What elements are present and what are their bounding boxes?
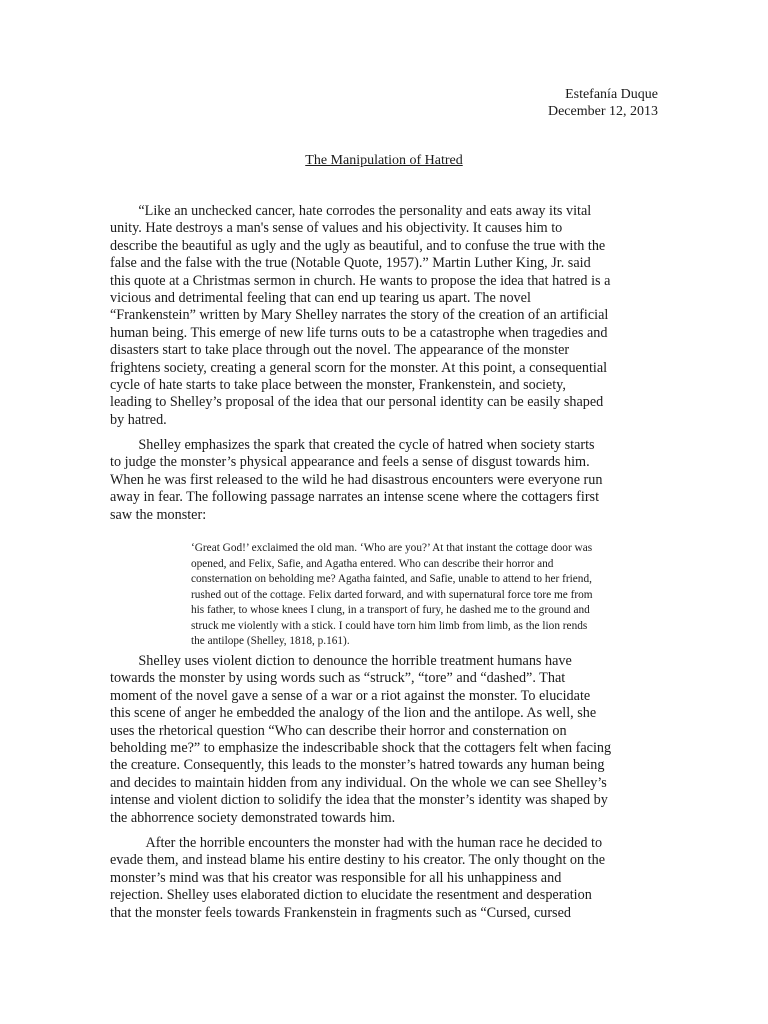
text-line: ‘Great God!’ exclaimed the old man. ‘Who are you?’ At that instant the cottage door was [191, 542, 593, 554]
text-line: cycle of hate starts to take place between the monster, Frankenstein, and society, [110, 377, 566, 394]
text-line: “Like an unchecked cancer, hate corrodes the personality and eats away its vital [110, 203, 592, 219]
text-line: vicious and detrimental feeling that can end up tearing us apart. The novel [110, 290, 531, 307]
text-line: this scene of anger he embedded the analogy of the lion and the antilope. As well, she [110, 705, 597, 722]
text-line: intense and violent diction to solidify the idea that the monster’s identity was shaped by [110, 792, 608, 809]
text-line: leading to Shelley’s proposal of the idea that our personal identity can be easily shaped [110, 394, 604, 411]
author-name: Estefanía Duque [565, 87, 658, 102]
text-line: Shelley emphasizes the spark that created the cycle of hatred when society starts [110, 437, 595, 453]
paragraph-spark [110, 437, 658, 524]
paragraph-blame [110, 835, 658, 922]
text-line: uses the rhetorical question “Who can describe their horror and consternation on [110, 722, 567, 739]
text-line: this quote at a Christmas sermon in church. He wants to propose the idea that hatred is a [110, 272, 611, 289]
text-line: saw the monster: [110, 506, 207, 523]
text-line: false and the false with the true (Notable Quote, 1957).” Martin Luther King, Jr. said [110, 255, 591, 272]
paragraph-intro [110, 203, 658, 429]
paragraph-diction [110, 653, 658, 827]
text-line: struck me violently with a stick. I could have torn him limb from limb, as the lion rends [191, 619, 588, 632]
text-line: by hatred. [110, 411, 167, 428]
text-line: frightens society, creating a general scorn for the monster. At this point, a consequential [110, 359, 608, 376]
text-line: that the monster feels towards Frankenstein in fragments such as “Cursed, cursed [110, 904, 571, 921]
text-line: monster’s mind was that his creator was responsible for all his unhappiness and [110, 869, 562, 886]
text-line: unity. Hate destroys a man's sense of values and his objectivity. It causes him to [110, 220, 563, 237]
text-line: “Frankenstein” written by Mary Shelley narrates the story of the creation of an artificial [110, 307, 609, 324]
text-line: and decides to maintain hidden from any individual. On the whole we can see Shelley’s [110, 774, 607, 791]
text-line: When he was first released to the wild he had disastrous encounters were everyone run [110, 471, 603, 488]
text-line: his father, to whose knees I clung, in a transport of fury, he dashed me to the ground and [191, 604, 590, 616]
text-line: describe the beautiful as ugly and the ugly as beautiful, and to confuse the true with the [110, 237, 606, 254]
block-quote [191, 541, 661, 650]
text-line: disasters start to take place through out the novel. The appearance of the monster [110, 342, 570, 359]
text-line: to judge the monster’s physical appearance and feels a sense of disgust towards him. [110, 454, 590, 471]
text-line: consternation on beholding me? Agatha fainted, and Safie, unable to attend to her friend, [191, 573, 592, 585]
text-line: beholding me?” to emphasize the indescribable shock that the cottagers felt when facing [110, 740, 612, 757]
text-line: rejection. Shelley uses elaborated diction to elucidate the resentment and desperation [110, 887, 592, 904]
text-line: human being. This emerge of new life turns outs to be a catastrophe when tragedies and [110, 324, 608, 341]
text-line: away in fear. The following passage narrates an intense scene where the cottagers first [110, 489, 600, 506]
text-line: towards the monster by using words such as “struck”, “tore” and “dashed”. That [110, 670, 566, 687]
text-line: After the horrible encounters the monster had with the human race he decided to [110, 835, 603, 851]
text-line: moment of the novel gave a sense of a war or a riot against the monster. To elucidate [110, 687, 591, 704]
text-line: the abhorrence society demonstrated towards him. [110, 809, 396, 826]
text-line: Shelley uses violent diction to denounce the horrible treatment humans have [110, 653, 572, 669]
text-line: opened, and Felix, Safie, and Agatha entered. Who can describe their horror and [191, 557, 554, 570]
text-line: the creature. Consequently, this leads to the monster’s hatred towards any human being [110, 757, 605, 774]
text-line: the antilope (Shelley, 1818, p.161). [191, 635, 350, 647]
essay-title: The Manipulation of Hatred [305, 153, 463, 168]
text-line: evade them, and instead blame his entire destiny to his creator. The only thought on the [110, 852, 605, 869]
text-line: rushed out of the cottage. Felix darted forward, and with supernatural force tore me from [191, 588, 593, 601]
document-date: December 12, 2013 [547, 104, 658, 119]
